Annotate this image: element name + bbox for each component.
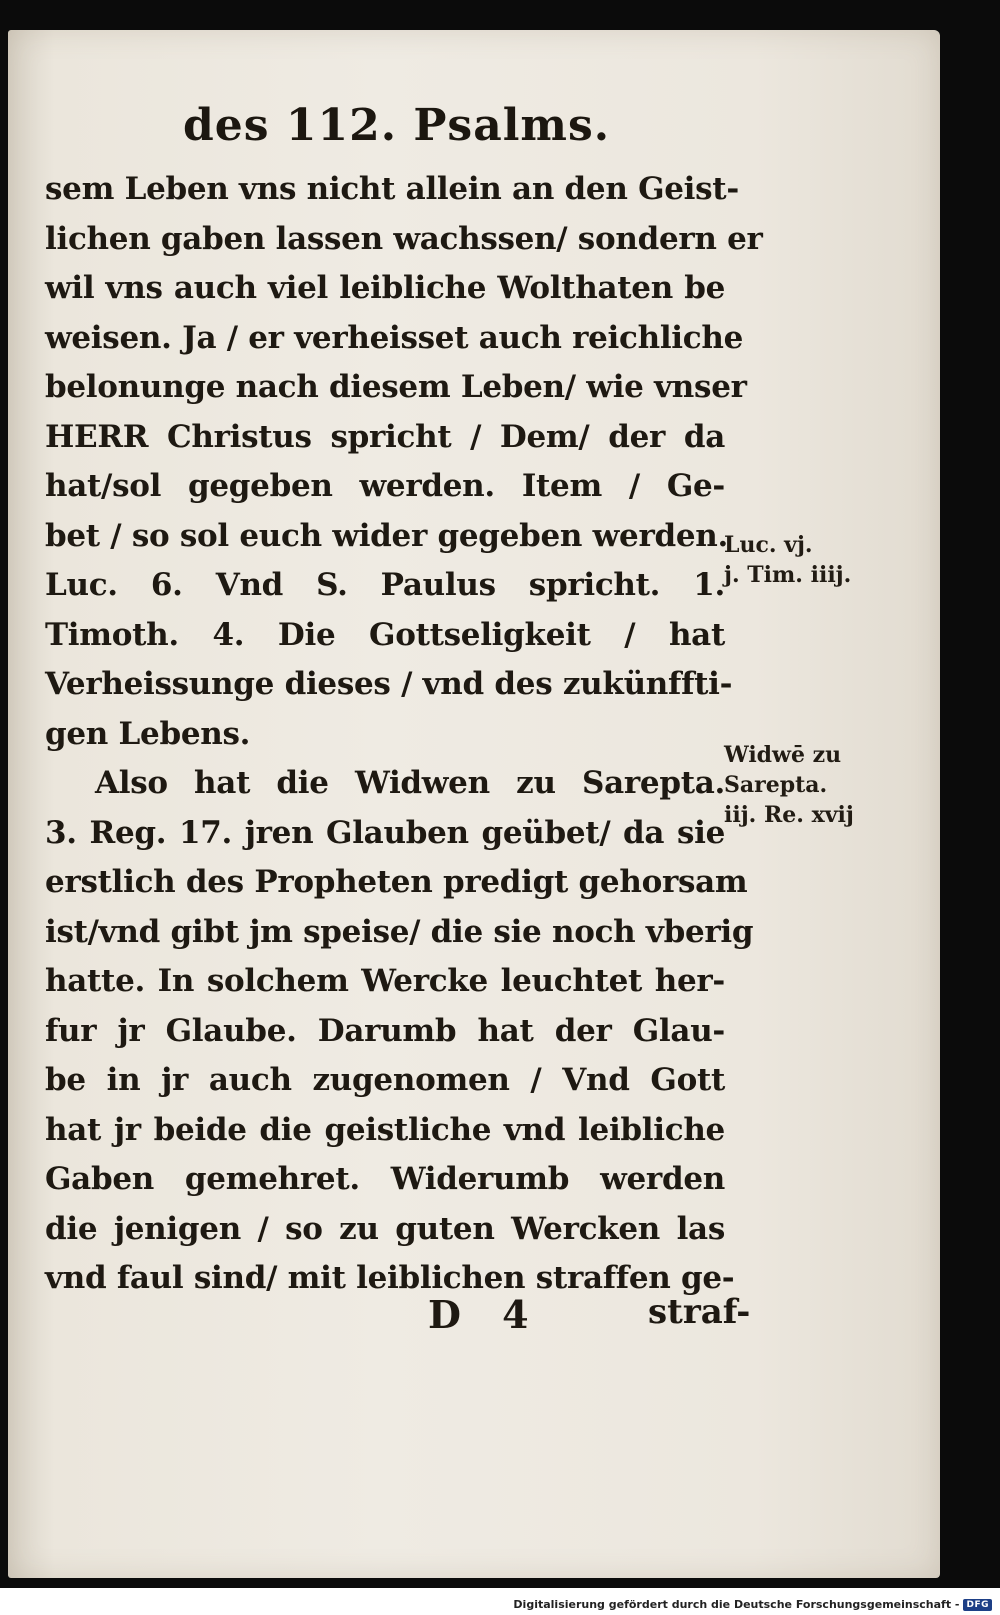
margin-note-line: Widwē zu (724, 742, 842, 768)
text-line: hat/sol gegeben werden. Item / Ge- (45, 468, 725, 504)
text-line: wil vns auch viel leibliche Wolthaten be (45, 270, 725, 306)
body-text (45, 165, 763, 1304)
text-line: erstlich des Propheten predigt gehorsam (45, 864, 748, 900)
text-line: vnd faul sind/ mit leiblichen straffen ge- (45, 1260, 735, 1296)
margin-note-sarepta (724, 740, 854, 830)
margin-note-line: Luc. vj. (724, 532, 813, 558)
signature-mark: D 4 (428, 1292, 543, 1337)
digitization-footer (513, 1598, 992, 1611)
text-line: lichen gaben lassen wachssen/ sondern er (45, 220, 763, 257)
text-line: be in jr auch zugenomen / Vnd Gott (45, 1062, 725, 1098)
margin-note-luke (724, 530, 851, 590)
text-line: ist/vnd gibt jm speise/ die sie noch vberig (45, 913, 754, 950)
margin-note-line: iij. Re. xvij (724, 802, 854, 828)
running-head: des 112. Psalms. (183, 100, 611, 151)
text-line: weisen. Ja / er verheisset auch reichliche (45, 319, 744, 356)
text-line: fur jr Glaube. Darumb hat der Glau- (45, 1012, 725, 1049)
text-line: belonunge nach diesem Leben/ wie vnser (45, 369, 747, 405)
text-line: HERR Christus spricht / Dem/ der da (45, 418, 725, 455)
text-line: Verheissunge dieses / vnd des zukünffti- (45, 666, 733, 702)
catchword: straf- (648, 1292, 751, 1332)
footer-text: Digitalisierung gefördert durch die Deutsche Forschungsgemeinschaft - (513, 1598, 960, 1611)
text-line: gen Lebens. (45, 715, 251, 752)
text-line: hatte. In solchem Wercke leuchtet her- (45, 963, 725, 999)
text-line: bet / so sol euch wider gegeben werden. (45, 517, 729, 554)
text-line: sem Leben vns nicht allein an den Geist- (45, 171, 739, 207)
text-line: Gaben gemehret. Widerumb werden (45, 1161, 725, 1197)
text-line: Luc. 6. Vnd S. Paulus spricht. 1. (45, 567, 725, 603)
text-line: hat jr beide die geistliche vnd leibliche (45, 1111, 725, 1148)
text-line: 3. Reg. 17. jren Glauben geübet/ da sie (45, 814, 725, 851)
dfg-logo-icon: DFG (963, 1599, 992, 1611)
text-line: Timoth. 4. Die Gottseligkeit / hat (45, 616, 725, 653)
text-line: Also hat die Widwen zu Sarepta. (95, 765, 725, 801)
text-line: die jenigen / so zu guten Wercken las (45, 1210, 725, 1247)
margin-note-line: j. Tim. iiij. (724, 562, 852, 588)
book-page (8, 30, 940, 1578)
margin-note-line: Sarepta. (724, 772, 828, 798)
